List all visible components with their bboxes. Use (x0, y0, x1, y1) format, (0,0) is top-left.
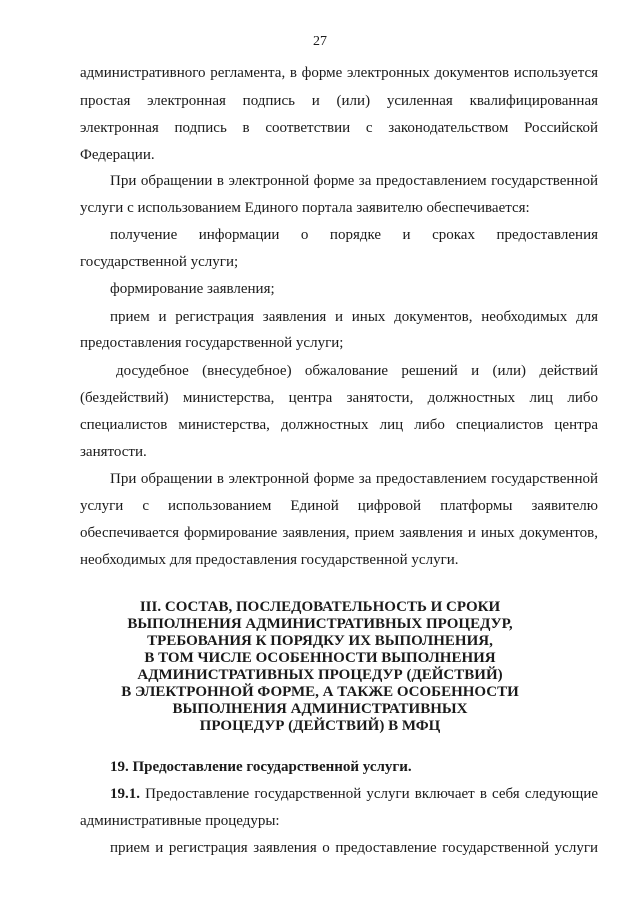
text-line: Федерации. (80, 147, 155, 163)
section-heading-line: III. СОСТАВ, ПОСЛЕДОВАТЕЛЬНОСТЬ И СРОКИ (139, 599, 501, 615)
text-line: получение информации о порядке и сроках предоставления (110, 227, 598, 243)
text-line: формирование заявления; (110, 281, 275, 297)
section-heading-line: В ЭЛЕКТРОННОЙ ФОРМЕ, А ТАКЖЕ ОСОБЕННОСТИ (121, 684, 519, 700)
page-number: 27 (313, 34, 327, 49)
clause-text: Предоставление государственной услуги включает в себя следующие (140, 786, 598, 802)
text-line: специалистов министерства, должностных лиц либо специалистов центра (80, 417, 598, 433)
text-line: услуги с использованием Единого портала заявителю обеспечивается: (80, 200, 530, 216)
text-line: При обращении в электронной форме за предоставлением государственной (110, 173, 598, 189)
text-line: необходимых для предоставления государственной услуги. (80, 552, 459, 568)
section-heading-line: АДМИНИСТРАТИВНЫХ ПРОЦЕДУР (ДЕЙСТВИЙ) (137, 667, 503, 683)
section-heading-line: ПРОЦЕДУР (ДЕЙСТВИЙ) В МФЦ (199, 718, 441, 734)
text-line: государственной услуги; (80, 254, 239, 270)
clause-first-line (110, 785, 598, 803)
text-line: досудебное (внесудебное) обжалование решений и (или) действий (116, 363, 598, 379)
text-line: административного регламента, в форме электронных документов используется (80, 65, 598, 81)
text-line: При обращении в электронной форме за предоставлением государственной (110, 471, 598, 487)
clause-number: 19.1. (110, 786, 140, 802)
section-heading-line: ВЫПОЛНЕНИЯ АДМИНИСТРАТИВНЫХ (172, 701, 468, 717)
section-heading-line: ТРЕБОВАНИЯ К ПОРЯДКУ ИХ ВЫПОЛНЕНИЯ, (147, 633, 493, 649)
section-heading-line: ВЫПОЛНЕНИЯ АДМИНИСТРАТИВНЫХ ПРОЦЕДУР, (127, 616, 513, 632)
text-line: (бездействий) министерства, центра занятости, должностных лиц либо (80, 390, 598, 406)
text-line: прием и регистрация заявления и иных документов, необходимых для (110, 309, 598, 325)
text-line: занятости. (80, 444, 147, 460)
text-line: простая электронная подпись и (или) усиленная квалифицированная (80, 93, 598, 109)
text-line: административные процедуры: (80, 813, 280, 829)
text-line: электронная подпись в соответствии с законодательством Российской (80, 120, 598, 136)
text-line: прием и регистрация заявления о предоставление государственной услуги (110, 840, 598, 856)
section-heading-line: В ТОМ ЧИСЛЕ ОСОБЕННОСТИ ВЫПОЛНЕНИЯ (144, 650, 496, 666)
text-line: предоставления государственной услуги; (80, 335, 344, 351)
text-line: услуги с использованием Единой цифровой платформы заявителю (80, 498, 598, 514)
text-line: обеспечивается формирование заявления, прием заявления и иных документов, (80, 525, 598, 541)
subsection-title: 19. Предоставление государственной услуги. (110, 759, 412, 775)
